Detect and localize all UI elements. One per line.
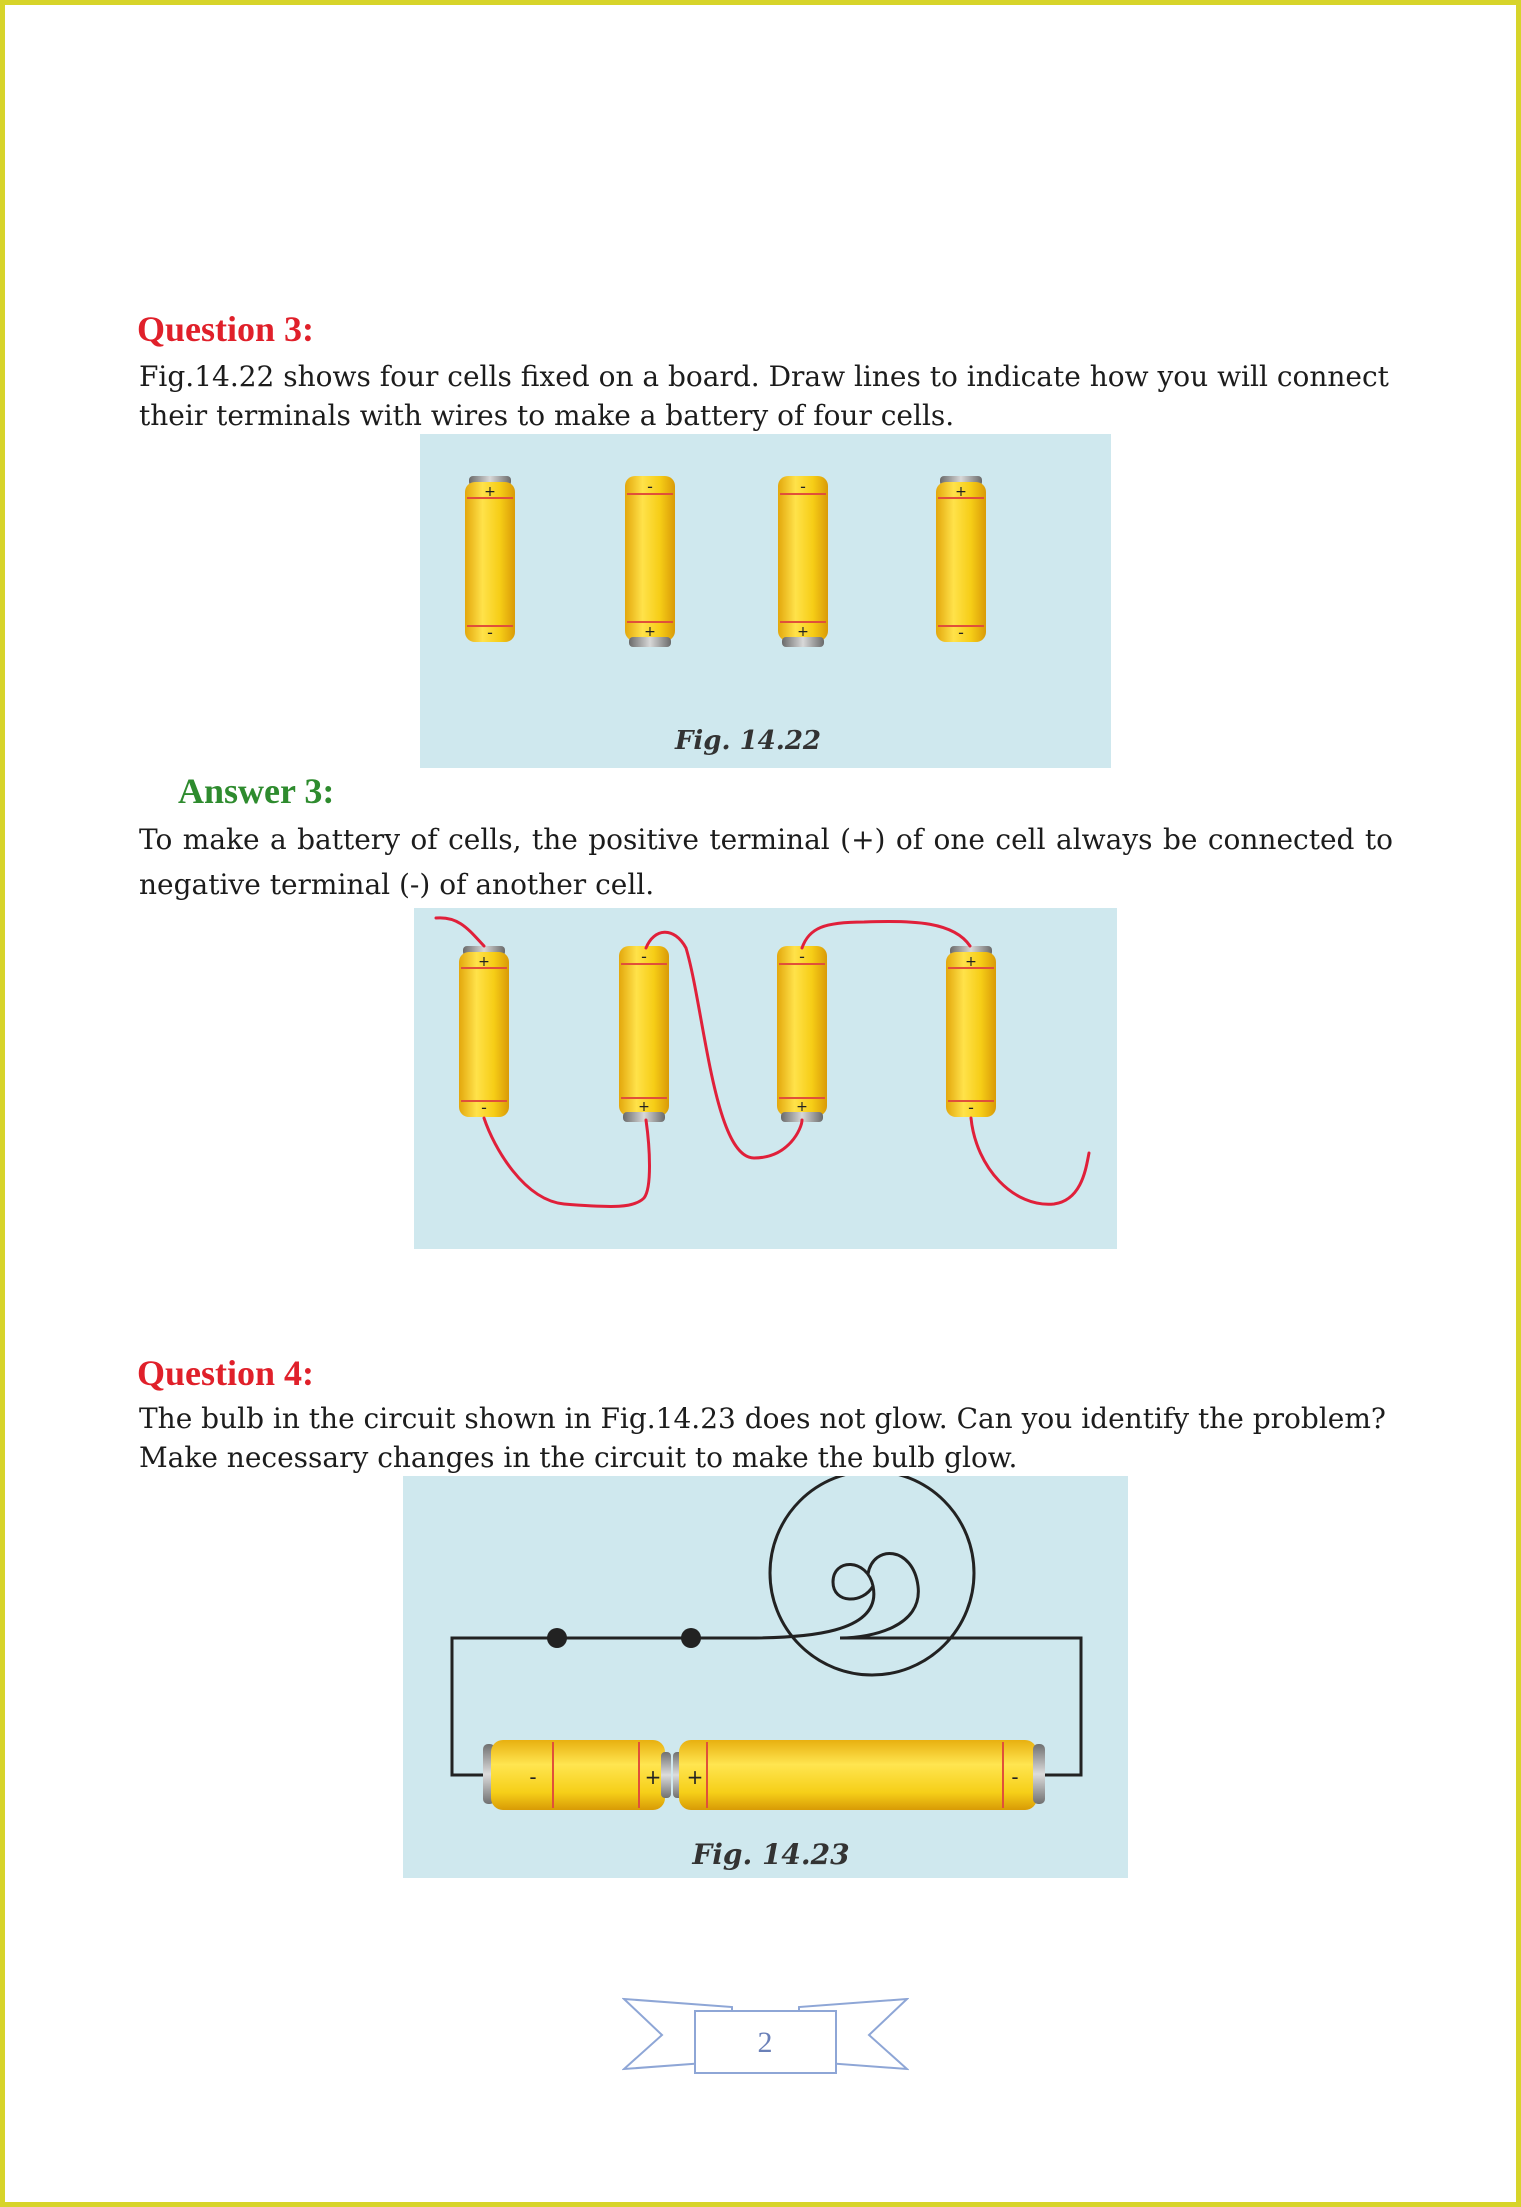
answer-cell-4-plus-sign: + <box>965 954 977 970</box>
cell-3-plus-sign: + <box>797 624 809 640</box>
wire-cell1-to-cell2 <box>484 1118 650 1206</box>
cell-1-minus-sign: - <box>487 623 493 642</box>
question-3-heading: Question 3: <box>137 309 315 349</box>
switch-terminal-left <box>547 1628 567 1648</box>
wire-end <box>971 1118 1089 1204</box>
answer-3-text: To make a battery of cells, the positive terminal (+) of one cell always be connected to negative terminal (-) of another cell. <box>139 823 1393 901</box>
page-number: 2 <box>757 2026 773 2059</box>
answer-cell-3 <box>777 946 827 1122</box>
figure-answer-3 <box>414 908 1117 1249</box>
bulb-filament-left <box>748 1564 874 1638</box>
question-4-text-line-2: Make necessary changes in the circuit to make the bulb glow. <box>139 1441 1018 1474</box>
answer-cell-2-plus-sign: + <box>638 1099 650 1115</box>
wire-cell3-to-cell4 <box>802 921 970 948</box>
answer-cell-3-plus-sign: + <box>796 1099 808 1115</box>
cell-2-plus-sign: + <box>644 624 656 640</box>
question-4-heading: Question 4: <box>137 1353 315 1393</box>
bulb-glass <box>770 1476 974 1675</box>
answer-cell-1-plus-sign: + <box>478 954 490 970</box>
answer-cell-4 <box>946 946 996 1117</box>
figure-14-22-caption: Fig. 14.22 <box>674 726 822 756</box>
cell-3-minus-sign: - <box>800 477 806 496</box>
cell-2 <box>625 476 675 647</box>
answer-cell-1 <box>459 946 509 1117</box>
switch-terminal-right <box>681 1628 701 1648</box>
question-3-text-line-2: their terminals with wires to make a battery of four cells. <box>139 399 955 432</box>
cell-1 <box>465 476 515 642</box>
figure-14-22 <box>420 434 1111 768</box>
cell-4-plus-sign: + <box>955 484 967 500</box>
answer-3-heading: Answer 3: <box>178 771 335 811</box>
ribbon-banner <box>622 1995 909 2075</box>
circuit-cell-right-plus-sign: + <box>686 1765 704 1789</box>
page-number-ribbon <box>622 1995 909 2075</box>
answer-3-connected-cells <box>414 908 1117 1249</box>
cell-1-plus-sign: + <box>484 484 496 500</box>
figure-14-22-cells <box>420 434 1111 768</box>
circuit-cell-left-plus-sign: + <box>644 1765 662 1789</box>
answer-cell-4-minus-sign: - <box>968 1098 974 1117</box>
bulb <box>748 1476 974 1675</box>
circuit-cell-right <box>673 1740 1045 1810</box>
question-3-text-line-1: Fig.14.22 shows four cells fixed on a board. Draw lines to indicate how you will connect <box>139 360 1389 393</box>
figure-14-23-caption: Fig. 14.23 <box>692 1838 850 1871</box>
answer-cell-2-minus-sign: - <box>641 947 647 966</box>
circuit-cell-left <box>483 1740 671 1810</box>
figure-14-23 <box>403 1476 1128 1878</box>
cell-3 <box>778 476 828 647</box>
cell-2-minus-sign: - <box>647 477 653 496</box>
wire-start <box>436 918 484 946</box>
question-4-text-line-1: The bulb in the circuit shown in Fig.14.23 does not glow. Can you identify the problem? <box>139 1402 1386 1435</box>
answer-cell-3-minus-sign: - <box>799 947 805 966</box>
cell-4 <box>936 476 986 642</box>
answer-cell-1-minus-sign: - <box>481 1098 487 1117</box>
figure-14-23-circuit <box>403 1476 1128 1878</box>
cell-4-minus-sign: - <box>958 623 964 642</box>
circuit-cell-right-minus-sign: - <box>1011 1765 1019 1789</box>
circuit-cell-left-minus-sign: - <box>529 1765 537 1789</box>
answer-cell-2 <box>619 946 669 1122</box>
